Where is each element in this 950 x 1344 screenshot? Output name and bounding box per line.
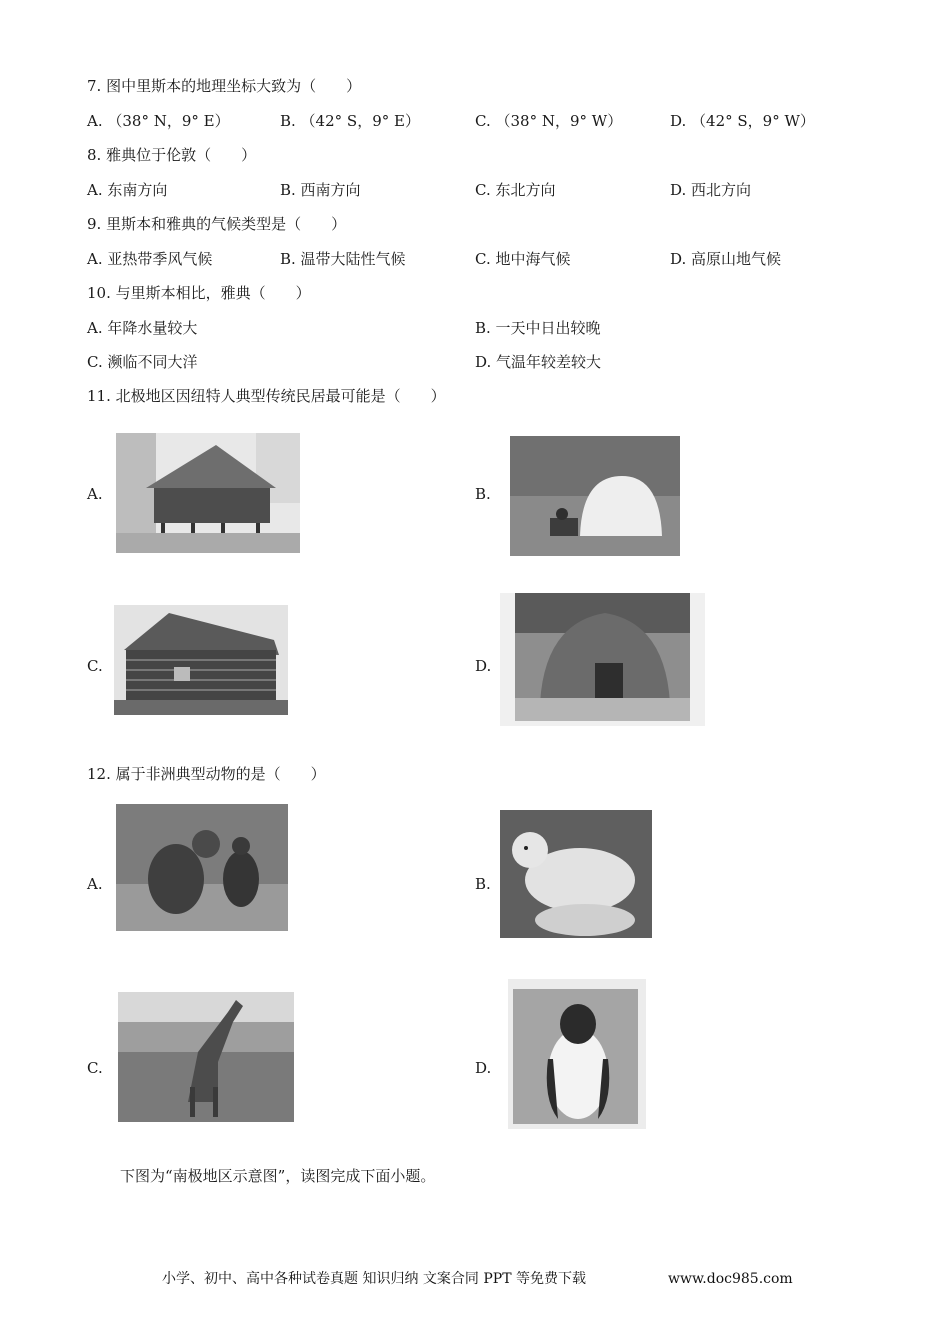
question-8-stem: 8. 雅典位于伦敦（ ） [87,146,257,164]
kangaroo-photo[interactable] [116,804,288,931]
q12-label-d[interactable]: D. [475,1059,492,1077]
q9-option-d[interactable]: D. 高原山地气候 [670,250,782,268]
question-9-stem: 9. 里斯本和雅典的气候类型是（ ） [87,215,347,233]
q12-label-a[interactable]: A. [87,875,103,893]
q10-option-a[interactable]: A. 年降水量较大 [87,319,198,337]
q10-option-d[interactable]: D. 气温年较差较大 [475,353,602,371]
q9-option-c[interactable]: C. 地中海气候 [475,250,571,268]
q8-option-a[interactable]: A. 东南方向 [87,181,168,199]
q9-option-b[interactable]: B. 温带大陆性气候 [280,250,406,268]
q7-option-d[interactable]: D. （42° S，9° W） [670,112,815,130]
q8-option-b[interactable]: B. 西南方向 [280,181,361,199]
question-7-stem: 7. 图中里斯本的地理坐标大致为（ ） [87,77,362,95]
igloo-photo[interactable] [510,436,680,556]
q8-option-c[interactable]: C. 东北方向 [475,181,556,199]
giraffe-photo[interactable] [118,992,294,1122]
stilt-house-photo[interactable] [116,433,300,553]
q12-label-c[interactable]: C. [87,1059,103,1077]
question-11-stem: 11. 北极地区因纽特人典型传统民居最可能是（ ） [87,387,446,405]
q9-option-a[interactable]: A. 亚热带季风气候 [87,250,213,268]
section-intro: 下图为“南极地区示意图”，读图完成下面小题。 [120,1167,436,1185]
question-10-stem: 10. 与里斯本相比，雅典（ ） [87,284,311,302]
penguin-photo[interactable] [508,979,646,1129]
q11-label-b[interactable]: B. [475,485,491,503]
footer-text: 小学、初中、高中各种试卷真题 知识归纳 文案合同 PPT 等免费下载 [162,1271,586,1287]
q11-label-a[interactable]: A. [87,485,103,503]
log-cabin-photo[interactable] [114,605,288,715]
q10-option-c[interactable]: C. 濒临不同大洋 [87,353,198,371]
q7-option-b[interactable]: B. （42° S，9° E） [280,112,420,130]
q10-option-b[interactable]: B. 一天中日出较晚 [475,319,601,337]
footer-url[interactable]: www.doc985.com [668,1271,793,1287]
question-12-stem: 12. 属于非洲典型动物的是（ ） [87,765,326,783]
polar-bear-photo[interactable] [500,810,652,938]
q7-option-c[interactable]: C. （38° N，9° W） [475,112,623,130]
q7-option-a[interactable]: A. （38° N，9° E） [87,112,230,130]
q11-label-d[interactable]: D. [475,657,492,675]
grass-hut-photo[interactable] [500,593,705,726]
q12-label-b[interactable]: B. [475,875,491,893]
q11-label-c[interactable]: C. [87,657,103,675]
q8-option-d[interactable]: D. 西北方向 [670,181,752,199]
